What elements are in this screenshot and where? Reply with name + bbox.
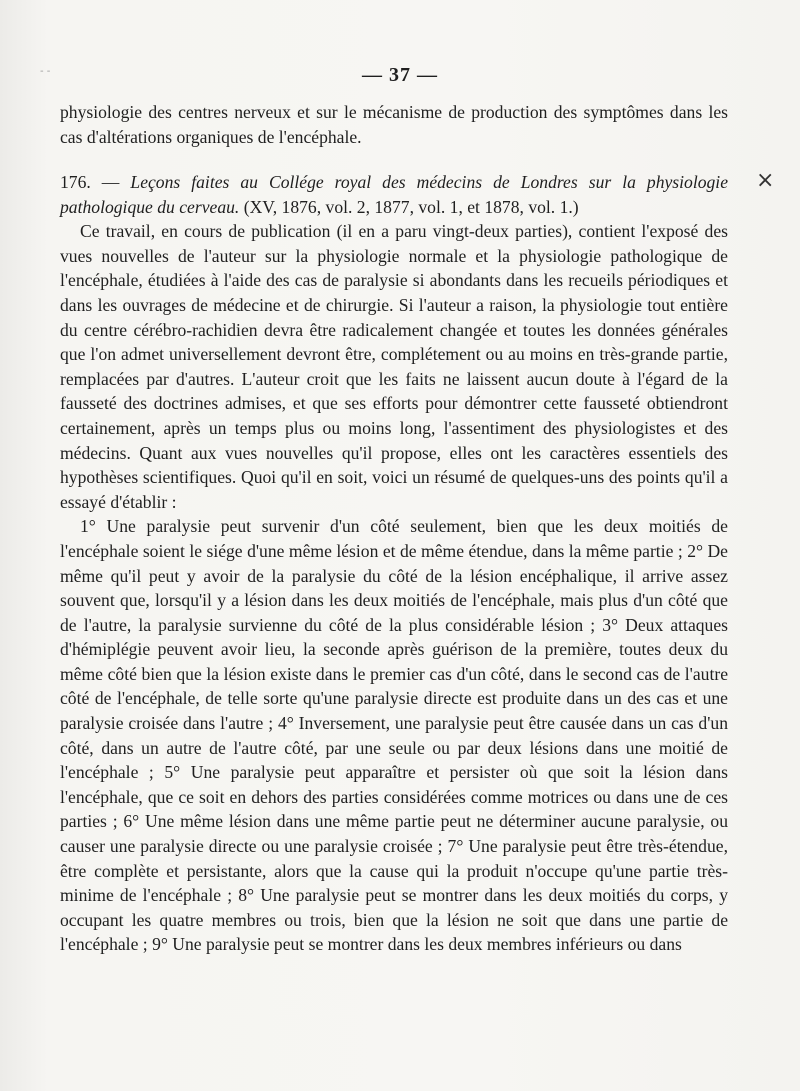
- entry-reference: (XV, 1876, vol. 2, 1877, vol. 1, et 1878, vol. 1.): [243, 196, 579, 217]
- margin-cross-mark: ×: [756, 168, 775, 193]
- margin-smudge: - -: [40, 66, 51, 77]
- entry-title: Leçons faites au Collége royal des médecins de Londres sur la physiologie pathologique du cerveau.: [60, 172, 729, 217]
- entry-number: 176. —: [60, 172, 120, 192]
- entry-heading: [60, 170, 728, 219]
- intro-text: physiologie des centres nerveux et sur le mécanisme de production des symptômes dans les cas d'altérations organiques de l'encéphale.: [60, 102, 728, 147]
- entry-paragraph-summary: Ce travail, en cours de publication (il en a paru vingt-deux parties), contient l'exposé des vues nouvelles de l'auteur sur la physiologie normale et la physiologie pathologique de l'encéphale, étudiées à l'aide des cas de paralysie si abondants dans les recueils périodiques et dans les ouvrages de médecine et de chirurgie. Si l'auteur a raison, la physiologie tout entière du centre cérébro-rachidien devra être radicalement changée et toutes les données générales que l'on admet universellement devront être, complétement ou au moins en très-grande partie, remplacées par d'autres. L'auteur croit que les faits ne laissent aucun doute à l'égard de la fausseté des doctrines admises, et que ses efforts pour démontrer cette fausseté obtiendront certainement, après un temps plus ou moins long, l'assentiment des physiologistes et des médecins. Quant aux vues nouvelles qu'il propose, elles ont les caractères essentiels des hypothèses scientifiques. Quoi qu'il en soit, voici un résumé de quelques-uns des points qu'il a essayé d'établir :: [60, 221, 728, 512]
- continued-paragraph: [60, 100, 728, 149]
- bibliography-entry-176: [60, 170, 728, 957]
- page-number: — 37 —: [362, 64, 438, 86]
- entry-paragraph-points: 1° Une paralysie peut survenir d'un côté seulement, bien que les deux moitiés de l'encéphale soient le siége d'une même lésion et de même étendue, dans la même partie ; 2° De même qu'il peut y avoir de la paralysie du côté de la lésion encéphalique, il arrive assez souvent que, lorsqu'il y a lésion dans les deux moitiés de l'encéphale, mais plus d'un côté que de l'autre, la paralysie survienne du côté de la plus considérable lésion ; 3° Deux attaques d'hémiplégie peuvent avoir lieu, la seconde après guérison de la première, toutes deux du même côté bien que la lésion existe dans le premier cas d'un côté, dans le second cas de l'autre côté de l'encéphale, de telle sorte qu'une paralysie directe est produite dans un des cas et une paralysie croisée dans l'autre ; 4° Inversement, une paralysie peut être causée dans un cas d'un côté, dans un autre de l'autre côté, par une seule ou par deux lésions dans une moitié de l'encéphale ; 5° Une paralysie peut apparaître et persister où que soit la lésion dans l'encéphale, que ce soit en dehors des parties considérées comme motrices ou dans une de ces parties ; 6° Une même lésion dans une même partie peut ne déterminer aucune paralysie, ou causer une paralysie directe ou une paralysie croisée ; 7° Une paralysie peut être très-étendue, être complète et persistante, alors que la cause qui la produit n'occupe qu'une partie très-minime de l'encéphale ; 8° Une paralysie peut se montrer dans les deux moitiés du corps, y occupant les quatre membres ou trois, bien que la lésion ne soit que dans une partie de l'encéphale ; 9° Une paralysie peut se montrer dans les deux membres inférieurs ou dans: [60, 516, 728, 955]
